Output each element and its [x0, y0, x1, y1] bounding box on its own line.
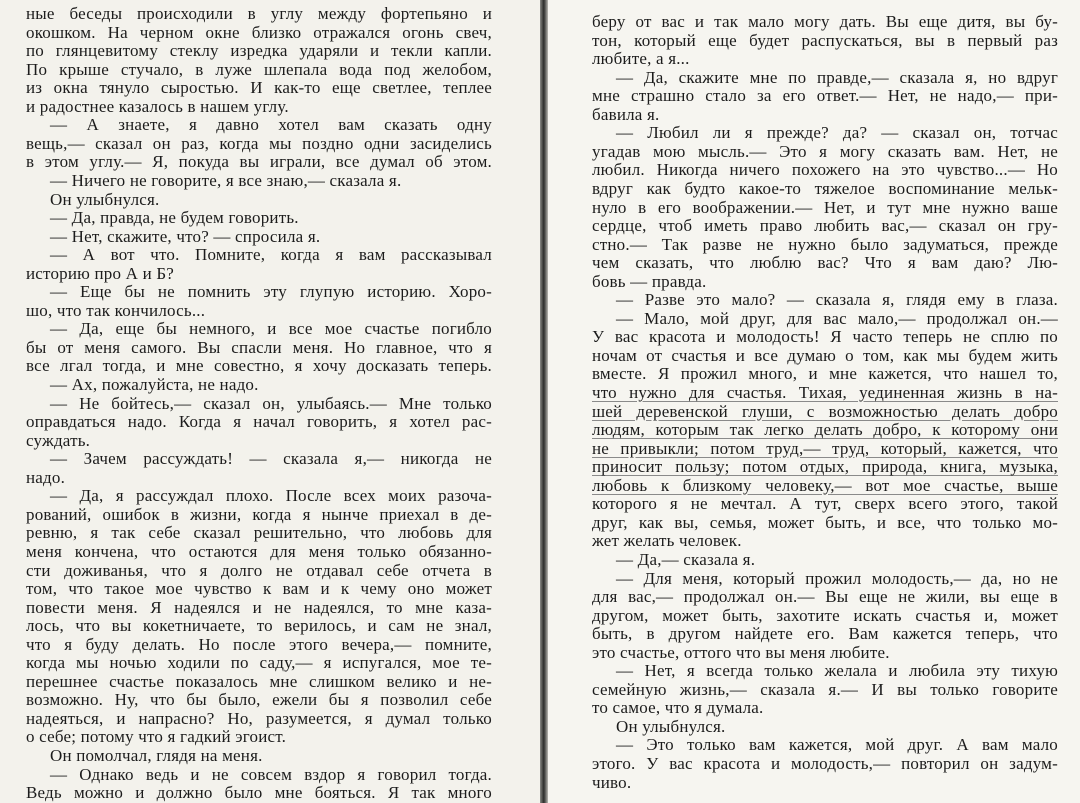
- text-line: что нужно для счастья. Тихая, уединенная жизнь в на-: [592, 383, 1058, 402]
- text-line: стно.— Так разве не нужно было задуматься, прежде: [592, 234, 1058, 254]
- text-line: жет желать человек.: [592, 531, 742, 551]
- text-line: — Нет, скажите, что? — спросила я.: [50, 226, 321, 246]
- text-line: — Да, скажите мне по правде,— сказала я, но вдруг: [616, 67, 1058, 87]
- text-line: бовь — правда.: [592, 271, 707, 291]
- text-line: любил. Никогда ничего похожего на это чувство...— Но: [592, 160, 1058, 180]
- text-line: — Разве это мало? — сказала я, глядя ему в глаза.: [616, 290, 1058, 310]
- text-line: тон, который еще будет распускаться, вы в первый раз: [592, 30, 1058, 50]
- text-line: — Любил ли я прежде? да? — сказал он, тотчас: [616, 123, 1058, 143]
- text-line: повести меня. Я надеялся и не надеялся, то мне каза-: [26, 597, 492, 617]
- text-line: ночам от счастья и все думаю о том, как мы будем жить: [592, 345, 1058, 365]
- text-line: которого я не мечтал. А тут, сверх всего этого, такой: [592, 494, 1058, 514]
- text-line: — Ничего не говорите, я все знаю,— сказала я.: [50, 170, 402, 190]
- text-line: беру от вас и так мало могу дать. Вы еще дитя, вы бу-: [592, 12, 1058, 31]
- text-line: ные беседы происходили в углу между фортепьяно и: [26, 4, 492, 23]
- text-line: чем сказать, что люблю вас? Что я вам даю? Лю-: [592, 253, 1058, 273]
- text-line: для вас,— продолжал он.— Вы еще не жили, вы еще в: [592, 587, 1058, 607]
- text-line: приносит пользу; потом отдых, природа, книга, музыка,: [592, 457, 1058, 477]
- text-line: — Да, я рассуждал плохо. После всех моих разоча-: [50, 486, 492, 506]
- text-line: любите, а я...: [592, 49, 690, 69]
- text-line: о себе; потому что я гадкий эгоист.: [26, 727, 287, 747]
- text-line: этого. У вас красота и молодость,— повторил он задум-: [592, 754, 1058, 773]
- text-line: Он улыбнулся.: [50, 189, 160, 209]
- text-line: любовь к близкому человеку,— вот мое счастье, выше: [592, 475, 1058, 495]
- text-line: ревню, я так себе сказал решительно, что любовь для: [26, 523, 492, 543]
- text-line: — Для меня, который прожил молодость,— да, но не: [616, 568, 1058, 588]
- text-line: — Мало, мой друг, для вас мало,— продолжал он.—: [616, 308, 1058, 328]
- text-line: угадав мою мысль.— Это я могу сказать вам. Нет, не: [592, 141, 1058, 161]
- text-line: — Да, правда, не будем говорить.: [50, 208, 299, 228]
- text-line: мне страшно стало за его ответ.— Нет, не надо,— при-: [592, 86, 1058, 106]
- text-line: — Да, еще бы немного, и все мое счастье погибло: [50, 319, 492, 339]
- text-line: — Зачем рассуждать! — сказала я,— никогда не: [50, 449, 492, 469]
- text-line: что я буду делать. Но после этого вечера,— помните,: [26, 634, 492, 654]
- text-line: другом, может быть, захотите искать счастья и, может: [592, 605, 1058, 625]
- text-line: — Да,— сказала я.: [616, 549, 756, 569]
- text-line: надо.: [26, 467, 66, 487]
- text-line: По крыше стучало, в луже шлепала вода под желобом,: [26, 59, 492, 79]
- text-line: в этом углу.— Я, покуда вы играли, все думал об этом.: [26, 152, 492, 172]
- text-line: суждать.: [26, 430, 91, 450]
- text-line: лось, что вы кокетничаете, то верилось, и сам не знал,: [26, 616, 492, 636]
- text-line: вместе. Я прожил много, и мне кажется, что нашел то,: [592, 364, 1058, 384]
- text-line: вещь,— сказал он раз, когда мы поздно одни засиделись: [26, 133, 492, 153]
- text-line: бы от меня самого. Вы спасли меня. Но главное, что я: [26, 337, 492, 357]
- text-line: Он улыбнулся.: [616, 716, 726, 736]
- text-line: оправдаться надо. Когда я начал говорить, я хотел рас-: [26, 412, 492, 432]
- text-line: — А вот что. Помните, когда я вам рассказывал: [50, 245, 492, 265]
- text-line: сти доживанья, что я долго не отдавал себе отчета в: [26, 560, 492, 580]
- text-line: чиво.: [592, 772, 632, 792]
- text-line: когда мы ночью ходили по саду,— я испугался, мое те-: [26, 653, 492, 673]
- text-line: быть, в другом найдете его. Вам кажется теперь, что: [592, 624, 1058, 644]
- text-line: это счастье, оттого что вы меня любите.: [592, 642, 890, 662]
- text-line: нуло в его воображении.— Нет, и тут мне нужно ваше: [592, 197, 1058, 217]
- text-line: то самое, что я думала.: [592, 698, 764, 718]
- text-line: — А знаете, я давно хотел вам сказать одну: [50, 115, 492, 135]
- text-line: бавила я.: [592, 104, 660, 124]
- text-line: том, что такое мое чувство к вам и к чему оно может: [26, 579, 492, 599]
- text-line: не привыкли; потом труд,— труд, который, кажется, что: [592, 438, 1058, 458]
- text-line: возможно. Ну, что бы было, ежели бы я позволил себе: [26, 690, 492, 710]
- text-line: перешнее счастье показалось мне слишком велико и не-: [26, 671, 492, 691]
- text-line: — Ах, пожалуйста, не надо.: [50, 375, 259, 394]
- text-line: Ведь можно и должно было мне бояться. Я так много: [26, 783, 492, 803]
- text-line: — Еще бы не помнить эту глупую историю. Хоро-: [50, 282, 492, 302]
- text-line: шей деревенской глуши, с возможностью делать добро: [592, 401, 1058, 421]
- text-line: и радостнее казалось в нашем углу.: [26, 96, 289, 116]
- text-line: окошком. На черном окне близко отражался огонь свеч,: [26, 22, 492, 42]
- text-line: историю про А и Б?: [26, 263, 175, 283]
- text-line: по глянцевитому стеклу изредка ударяли и текли капли.: [26, 41, 492, 61]
- text-line: людям, которым так легко делать добро, к которому они: [592, 420, 1058, 440]
- right-page: [548, 0, 1080, 803]
- text-line: сердце, чтоб иметь право любить вас,— сказал он гру-: [592, 216, 1058, 236]
- text-line: Он помолчал, глядя на меня.: [50, 746, 263, 765]
- text-line: — Это только вам кажется, мой друг. А вам мало: [616, 735, 1058, 755]
- text-line: семейную жизнь,— сказала я.— И вы только говорите: [592, 679, 1058, 699]
- text-line: шо, что так кончилось...: [26, 300, 206, 320]
- text-line: — Однако ведь и не совсем вздор я говорил тогда.: [50, 764, 492, 784]
- book-gutter: [540, 0, 548, 803]
- text-line: — Нет, я всегда только желала и любила эту тихую: [616, 661, 1058, 681]
- text-line: — Не бойтесь,— сказал он, улыбаясь.— Мне только: [50, 393, 492, 413]
- text-line: У вас красота и молодость! Я часто теперь не сплю по: [592, 327, 1058, 347]
- text-line: друг, как вы, семья, может быть, и все, что только мо-: [592, 512, 1058, 532]
- text-line: меня кончена, что остаются для меня только обязанно-: [26, 541, 492, 561]
- text-line: все лгал тогда, и мне совестно, я хочу досказать теперь.: [26, 356, 492, 376]
- text-line: вдруг как будто какое-то тяжелое воспоминание мельк-: [592, 178, 1058, 198]
- text-line: рований, ошибок в жизни, когда я нынче приехал в де-: [26, 504, 492, 524]
- text-line: из окна тянуло сыростью. И как-то еще светлее, теплее: [26, 78, 492, 98]
- text-line: надеяться, и напрасно? Но, разумеется, я думал только: [26, 708, 492, 728]
